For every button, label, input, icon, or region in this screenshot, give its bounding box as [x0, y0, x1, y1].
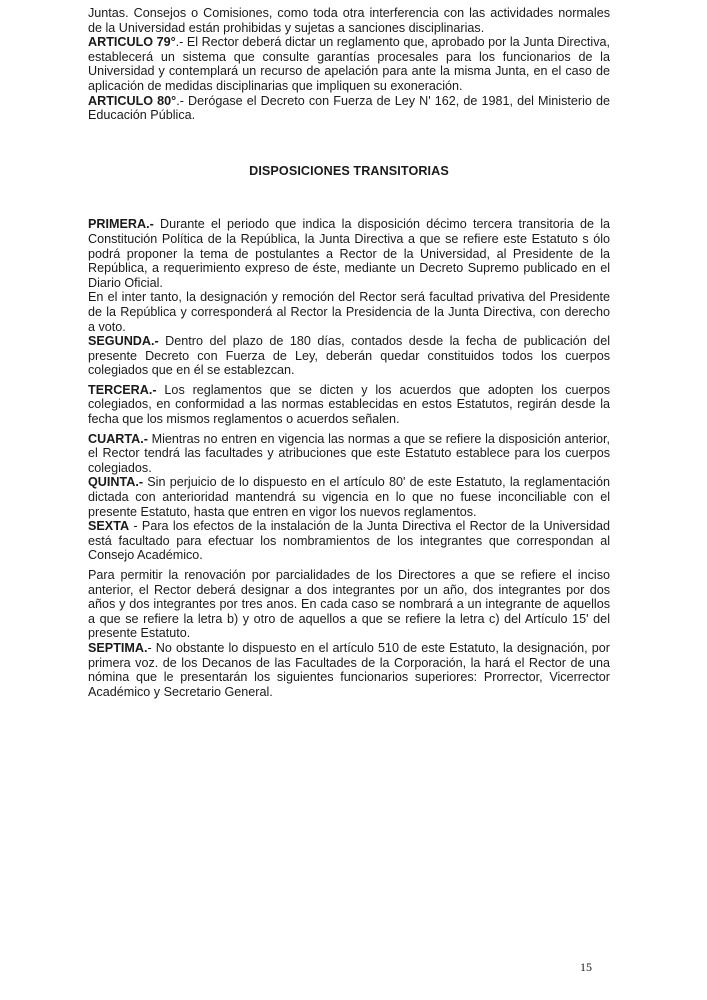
segunda-label: SEGUNDA.- [88, 334, 159, 349]
article-79 [88, 35, 610, 93]
sexta-continuation-text: Para permitir la renovación por parcialidades de los Directores a que se refiere el inciso anterior, el Rector deberá designar a dos integrantes por un año, dos integrantes por dos años y dos integrantes por tres anos. En cada caso se nombrará a un integrante de aquellos a que se refiere la letra b) y otro de aquellos a que se refiere la letra c) del Artículo 15' del presente Estatuto. [88, 568, 610, 641]
sexta-label: SEXTA [88, 519, 130, 534]
intro-text: Juntas. Consejos o Comisiones, como toda otra interferencia con las actividades normales de la Universidad están prohibidas y sujetas a sanciones disciplinarias. [88, 6, 610, 35]
article-80-label: ARTICULO 80° [88, 93, 177, 108]
tercera-text: Los reglamentos que se dicten y los acuerdos que adopten los cuerpos colegiados, en conformidad a las normas establecidas en estos Estatutos, regirán desde la fecha que los mismos reglamentos o acuerdos señalen. [88, 382, 610, 427]
quinta-text: Sin perjuicio de lo dispuesto en el artículo 80' de este Estatuto, la reglamentación dictada con anterioridad mantendrá su vigencia en lo que no fuese inconciliable con el presente Estatuto, hasta que entren en vigor los nuevos reglamentos. [88, 475, 610, 519]
section-heading: DISPOSICIONES TRANSITORIAS [249, 163, 449, 178]
septima-label: SEPTIMA. [88, 640, 148, 655]
segunda-paragraph [88, 334, 610, 378]
article-79-label: ARTICULO 79° [88, 35, 176, 50]
quinta-label: QUINTA.- [88, 475, 144, 490]
sexta-paragraph [88, 519, 610, 563]
primera-continuation-text: En el inter tanto, la designación y remoción del Rector será facultad privativa del Presidente de la República y corresponderá al Rector la Presidencia de la Junta Directiva, con derecho a voto. [88, 290, 610, 334]
cuarta-text: Mientras no entren en vigencia las normas a que se refiere la disposición anterior, el Rector tendrá las facultades y atribuciones que este Estatuto establece para los cuerpos colegiados. [88, 431, 610, 475]
intro-paragraph [88, 6, 610, 35]
septima-text: - No obstante lo dispuesto en el artículo 510 de este Estatuto, la designación, por primera voz. de los Decanos de las Facultades de la Corporación, la hará el Rector de una nómina que le presentarán los siguientes funcionarios superiores: Prorrector, Vicerrector Académico y Secretario General. [88, 640, 610, 699]
primera-continuation [88, 290, 610, 334]
article-80-text: .- Derógase el Decreto con Fuerza de Ley N' 162, de 1981, del Ministerio de Educación Pública. [88, 93, 610, 123]
sexta-continuation [88, 568, 610, 641]
article-80 [88, 94, 610, 123]
tercera-label: TERCERA.- [88, 382, 157, 397]
article-79-text: .- El Rector deberá dictar un reglamento que, aprobado por la Junta Directiva, establecerá un sistema que consulte garantías procesales para los funcionarios de la Universidad y contemplará un recurso de apelación para ante la misma Junta, en el caso de aplicación de medidas disciplinarias que impliquen su exoneración. [88, 35, 610, 93]
primera-label: PRIMERA.- [88, 217, 154, 232]
page-number: 15 [580, 960, 592, 974]
quinta-paragraph [88, 475, 610, 519]
septima-paragraph [88, 641, 610, 699]
tercera-paragraph [88, 383, 610, 427]
segunda-text: Dentro del plazo de 180 días, contados desde la fecha de publicación del presente Decreto con Fuerza de Ley, deberán quedar constituidos todos los cuerpos colegiados que en él se establezcan. [88, 334, 610, 378]
primera-paragraph [88, 217, 610, 290]
document-body [88, 6, 610, 699]
cuarta-paragraph [88, 432, 610, 476]
primera-text: Durante el periodo que indica la disposición décimo tercera transitoria de la Constitución Política de la República, la Junta Directiva a que se refiere este Estatuto s ólo podrá proponer la tema de postulantes a Rector de la Universidad, al Presidente de la República, a requerimiento expreso de éste, mediante un Decreto Supremo publicado en el Diario Oficial. [88, 217, 610, 290]
cuarta-label: CUARTA.- [88, 431, 148, 446]
sexta-text: - Para los efectos de la instalación de la Junta Directiva el Rector de la Universidad está facultado para efectuar los nombramientos de los integrantes que correspondan al Consejo Académico. [88, 519, 610, 563]
